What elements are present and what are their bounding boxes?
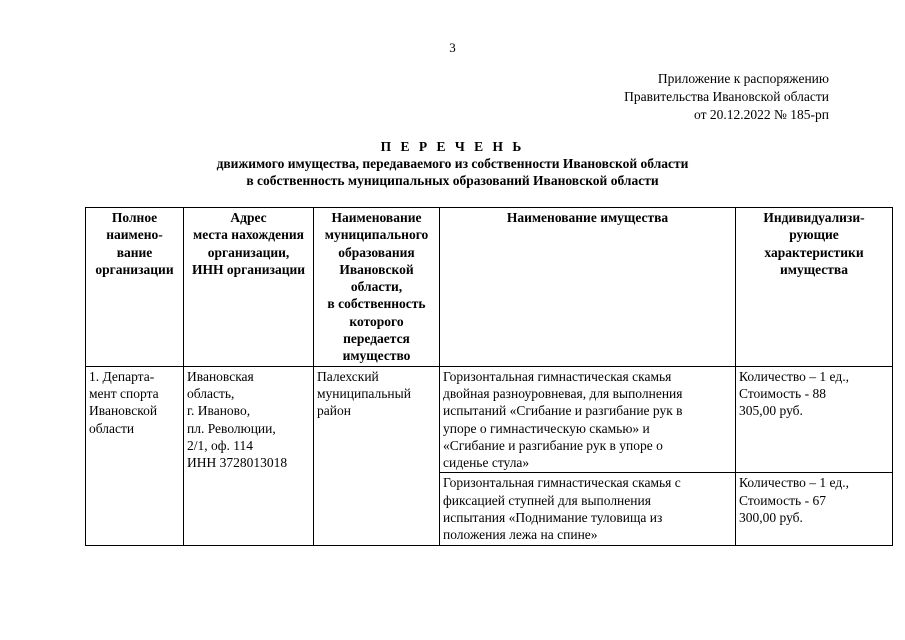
cell-org-name: 1. Департа- мент спорта Ивановской области [86,366,184,545]
appendix-line: Приложение к распоряжению [657,71,829,86]
title-subheading: движимого имущества, передаваемого из собственности Ивановской области [216,156,689,171]
title-subheading: в собственность муниципальных образований Ивановской области [246,173,659,188]
title-heading: П Е Р Е Ч Е Н Ь [380,139,525,154]
appendix-line: от 20.12.2022 № 185-рп [694,107,829,122]
cell-address: Ивановская область, г. Иваново, пл. Революции, 2/1, оф. 114 ИНН 3728013018 [184,366,314,545]
header-address: Адрес места нахождения организации, ИНН организации [184,208,314,367]
appendix-note [624,70,829,124]
cell-property-name: Горизонтальная гимнастическая скамья двойная разноуровневая, для выполнения испытаний «Сгибание и разгибание рук в упоре о гимнастическую скамью» и «Сгибание и разгибание рук в упоре о сиденье стула» [440,366,736,473]
appendix-line: Правительства Ивановской области [624,89,829,104]
header-municipality: Наименование муниципального образования Ивановской области, в собственность которого передается имущество [314,208,440,367]
cell-property-name: Горизонтальная гимнастическая скамья с фиксацией ступней для выполнения испытания «Поднимание туловища из положения лежа на спине» [440,473,736,545]
document-title [0,138,905,189]
header-property-name: Наименование имущества [440,208,736,367]
header-characteristics: Индивидуализи- рующие характеристики имущества [736,208,893,367]
cell-characteristics: Количество – 1 ед., Стоимость - 88 305,00 руб. [736,366,893,473]
page-number: 3 [449,40,456,55]
table-header-row [86,208,893,367]
cell-characteristics: Количество – 1 ед., Стоимость - 67 300,00 руб. [736,473,893,545]
header-org-name: Полное наимено- вание организации [86,208,184,367]
cell-municipality: Палехский муниципальный район [314,366,440,545]
table-row [86,366,893,473]
property-table [85,207,893,546]
